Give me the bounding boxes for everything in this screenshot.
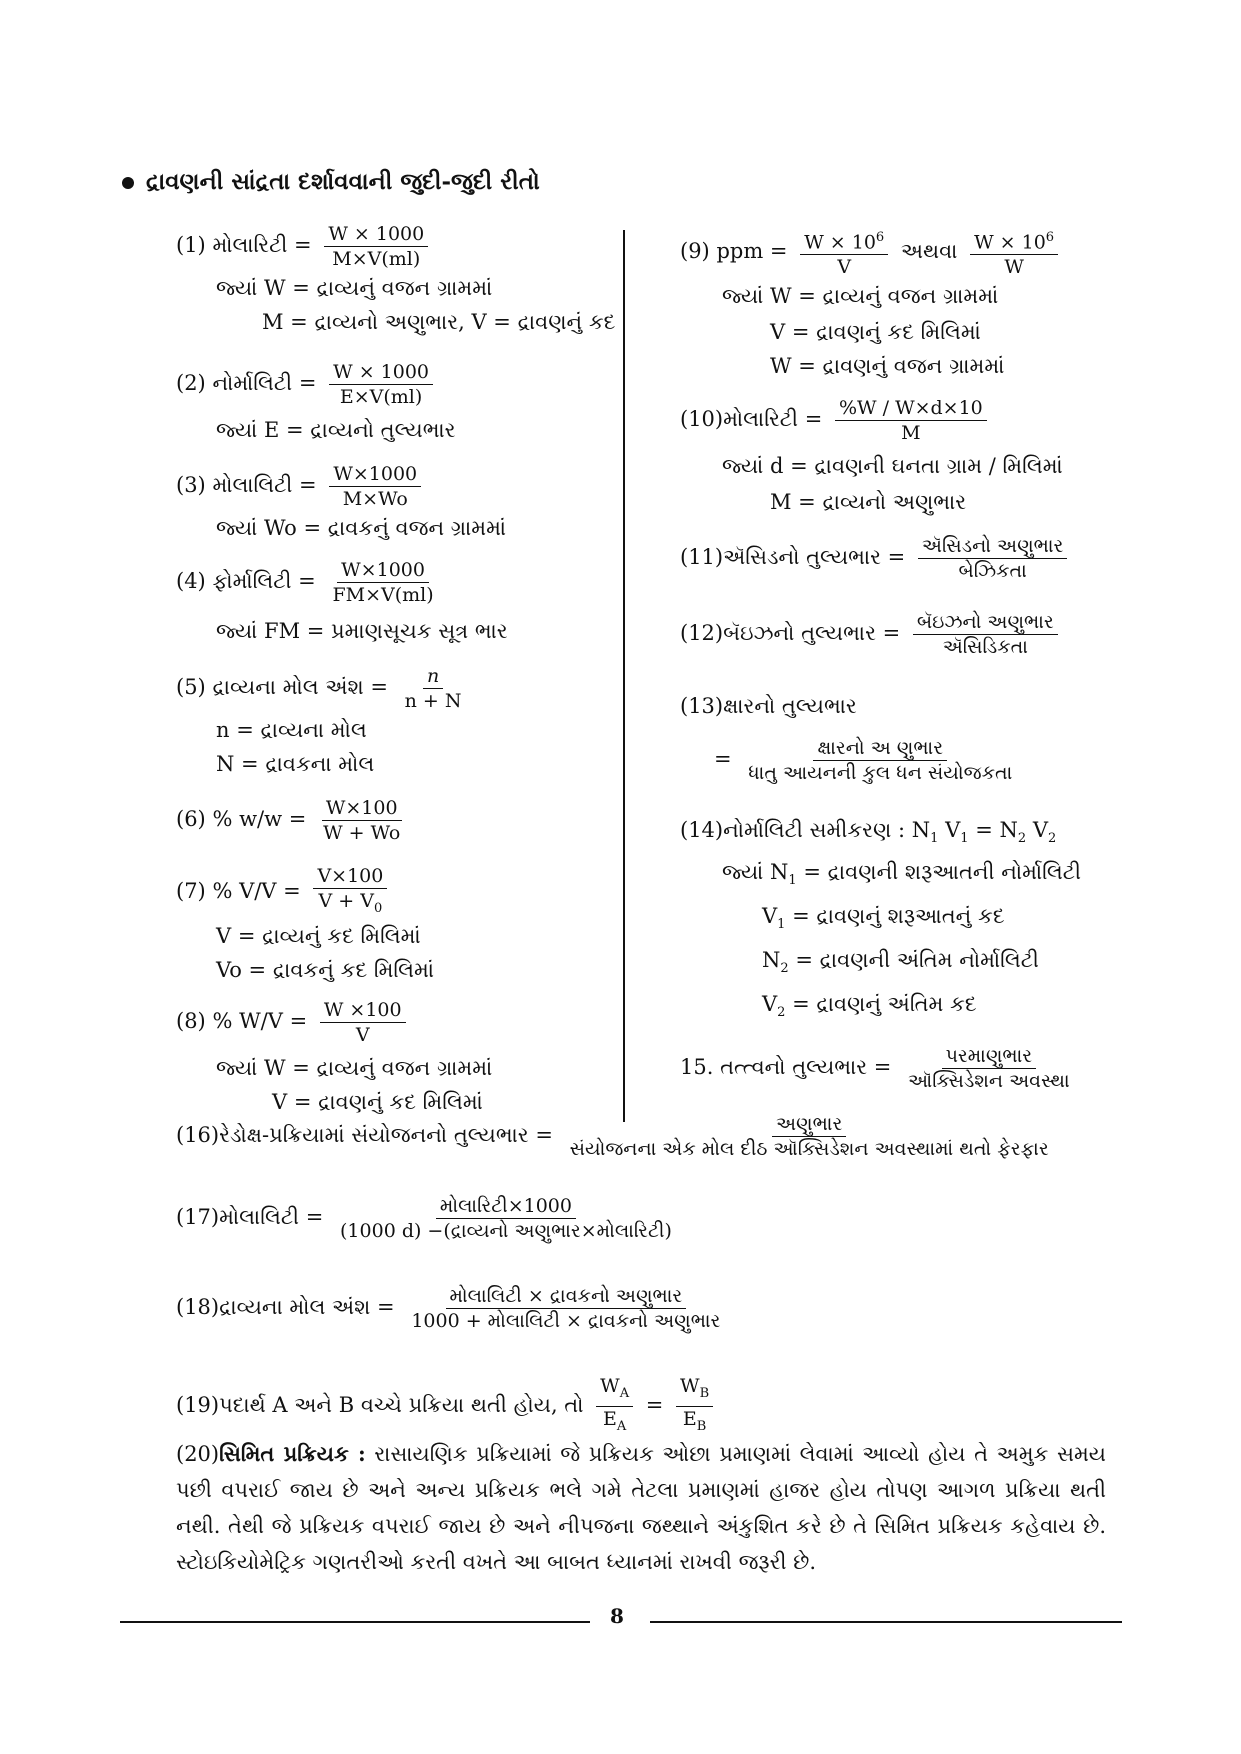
formula-17: (17)મોલાલિટી = $\frac{\text{મોલારિટી×1000}}{\text{(1000 d) −(દ્રાવ્યનો અણુભાર×મોલારિટી)}}$ [176,1195,672,1242]
footer-rule-right [650,1621,1122,1623]
formula-1-note-2: M = દ્રાવ્યનો અણુભાર, V = દ્રાવણનું કદ [262,310,616,334]
formula-8-note-1: જ્યાં W = દ્રાવ્યનું વજન ગ્રામમાં [216,1056,493,1080]
formula-9-note-1: જ્યાં W = દ્રાવ્યનું વજન ગ્રામમાં [722,284,999,308]
formula-5-note-2: N = દ્રાવકના મોલ [216,752,375,776]
formula-2: (2) નોર્માલિટી = $\frac{W \times 1000}{E\times V(ml)}$ [176,360,439,409]
formula-19: (19)પદાર્થ A અને B વચ્ચે પ્રક્રિયા થતી હોય, તો $\frac{W_A}{E_A}$ = $\frac{W_B}{E_B}$ [176,1374,719,1439]
formula-14: (14)નોર્માલિટી સમીકરણ : $N_1$ $V_1 = N_2$ $V_2$ [680,818,1057,847]
formula-2-note-1: જ્યાં E = દ્રાવ્યનો તુલ્યભાર [216,418,456,442]
formula-8-note-2: V = દ્રાવણનું કદ મિલિમાં [272,1090,483,1114]
formula-4-note-1: જ્યાં FM = પ્રમાણસૂચક સૂત્ર ભાર [216,619,508,643]
formula-14-note-1: જ્યાં $N_1$ = દ્રાવણની શરૂઆતની નોર્માલિટી [722,860,1081,889]
formula-14-note-3: $N_2$ = દ્રાવણની અંતિમ નોર્માલિટી [762,948,1039,977]
formula-1-note-1: જ્યાં W = દ્રાવ્યનું વજન ગ્રામમાં [216,276,493,300]
formula-5: (5) દ્રાવ્યના મોલ અંશ = $\frac{n}{n + N}$ [176,665,462,712]
page-number: 8 [610,1604,624,1628]
formula-14-note-2: $V_1$ = દ્રાવણનું શરૂઆતનું કદ [762,904,1005,933]
formula-9: (9) ppm = $\frac{W \times 10^6}{V}$ અથવા $\frac{W \times 10^6}{W}$ [680,226,1064,279]
formula-10: (10)મોલારિટી = $\frac{\%W / W\times d\times 10}{M}$ [680,396,993,445]
formula-12: (12)બૅઇઝનો તુલ્યભાર = $\frac{\text{બૅઇઝનો અણુભાર}}{\text{ઍસિડિકતા}}$ [680,610,1064,659]
formula-16: (16)રેડોક્ષ-પ્રક્રિયામાં સંયોજનનો તુલ્યભાર = $\frac{\text{અણુભાર}}{\text{સંયોજનના એક મોલ દીઠ ઑક્સિડેશન અવસ્થામાં થતો ફેરફાર}}$ [176,1113,1049,1160]
formula-18: (18)દ્રાવ્યના મોલ અંશ = $\frac{\text{મોલાલિટી × દ્રાવકનો અણુભાર}}{\text{1000 + મોલાલિટી × દ્રાવકનો અણુભાર}}$ [176,1285,721,1332]
formula-10-note-2: M = દ્રાવ્યનો અણુભાર [770,490,967,514]
formula-8: (8) % W/V = $\frac{W \times 100}{V}$ [176,998,412,1047]
formula-7-note-1: V = દ્રાવ્યનું કદ મિલિમાં [216,924,421,948]
formula-5-note-1: n = દ્રાવ્યના મોલ [216,718,367,742]
formula-13-fraction: = $\frac{\text{ક્ષારનો અ ણુભાર}}{\text{ધાતુ આયનની કુલ ધન સંયોજકતા}}$ [714,737,1013,784]
formula-3: (3) મોલાલિટી = $\frac{W\times 1000}{M\times Wo}$ [176,462,427,511]
bullet-icon [122,177,134,189]
formula-11: (11)ઍસિડનો તુલ્યભાર = $\frac{\text{ઍસિડનો અણુભાર}}{\text{બેઝિકતા}}$ [680,534,1073,583]
formula-4: (4) ફોર્માલિટી = $\frac{W\times 1000}{FM\times V(ml)}$ [176,559,434,606]
formula-15: 15. તત્ત્વનો તુલ્યભાર = $\frac{\text{પરમાણુભાર}}{\text{ઑક્સિડેશન અવસ્થા}}$ [680,1045,1070,1092]
formula-1: (1) મોલારિટી = $\frac{W \times 1000}{M\times V(ml)}$ [176,222,434,271]
formula-10-note-1: જ્યાં d = દ્રાવણની ઘનતા ગ્રામ / મિલિમાં [722,454,1063,478]
column-divider [623,230,625,1122]
formula-7-note-2: Vo = દ્રાવકનું કદ મિલિમાં [216,958,435,982]
formula-9-note-3: W = દ્રાવણનું વજન ગ્રામમાં [770,354,1005,378]
paragraph-20: (20)સિમિત પ્રક્રિયક : રાસાયણિક પ્રક્રિયામાં જે પ્રક્રિયક ઓછા પ્રમાણમાં લેવામાં આવ્યો હોય તે અમુક સમય પછી વપરાઈ જાય છે અને અન્ય પ્રક્રિયક ભલે ગમે તેટલા પ્રમાણમાં હાજર હોય તોપણ આગળ પ્રક્રિયા થતી નથી. તેથી જે પ્રક્રિયક વપરાઈ જાય છે અને નીપજના જથ્થાને અંકુશિત કરે છે તે સિમિત પ્રક્રિયક કહેવાય છે. સ્ટોઇકિયોમેટ્રિક ગણતરીઓ કરતી વખતે આ બાબત ધ્યાનમાં રાખવી જરૂરી છે. [176,1441,1106,1574]
formula-3-note-1: જ્યાં Wo = દ્રાવકનું વજન ગ્રામમાં [216,516,507,540]
formula-6: (6) % w/w = $\frac{W\times 100}{W + Wo}$ [176,797,401,844]
formula-7: (7) % V/V = $\frac{V\times 100}{V + V_0}$ [176,864,393,921]
formula-14-note-4: $V_2$ = દ્રાવણનું અંતિમ કદ [762,992,977,1021]
footer-rule-left [120,1621,590,1623]
formula-13: (13)ક્ષારનો તુલ્યભાર [680,694,857,718]
section-title: દ્રાવણની સાંદ્રતા દર્શાવવાની જુદી-જુદી રીતો [122,168,540,195]
formula-9-note-2: V = દ્રાવણનું કદ મિલિમાં [770,320,981,344]
